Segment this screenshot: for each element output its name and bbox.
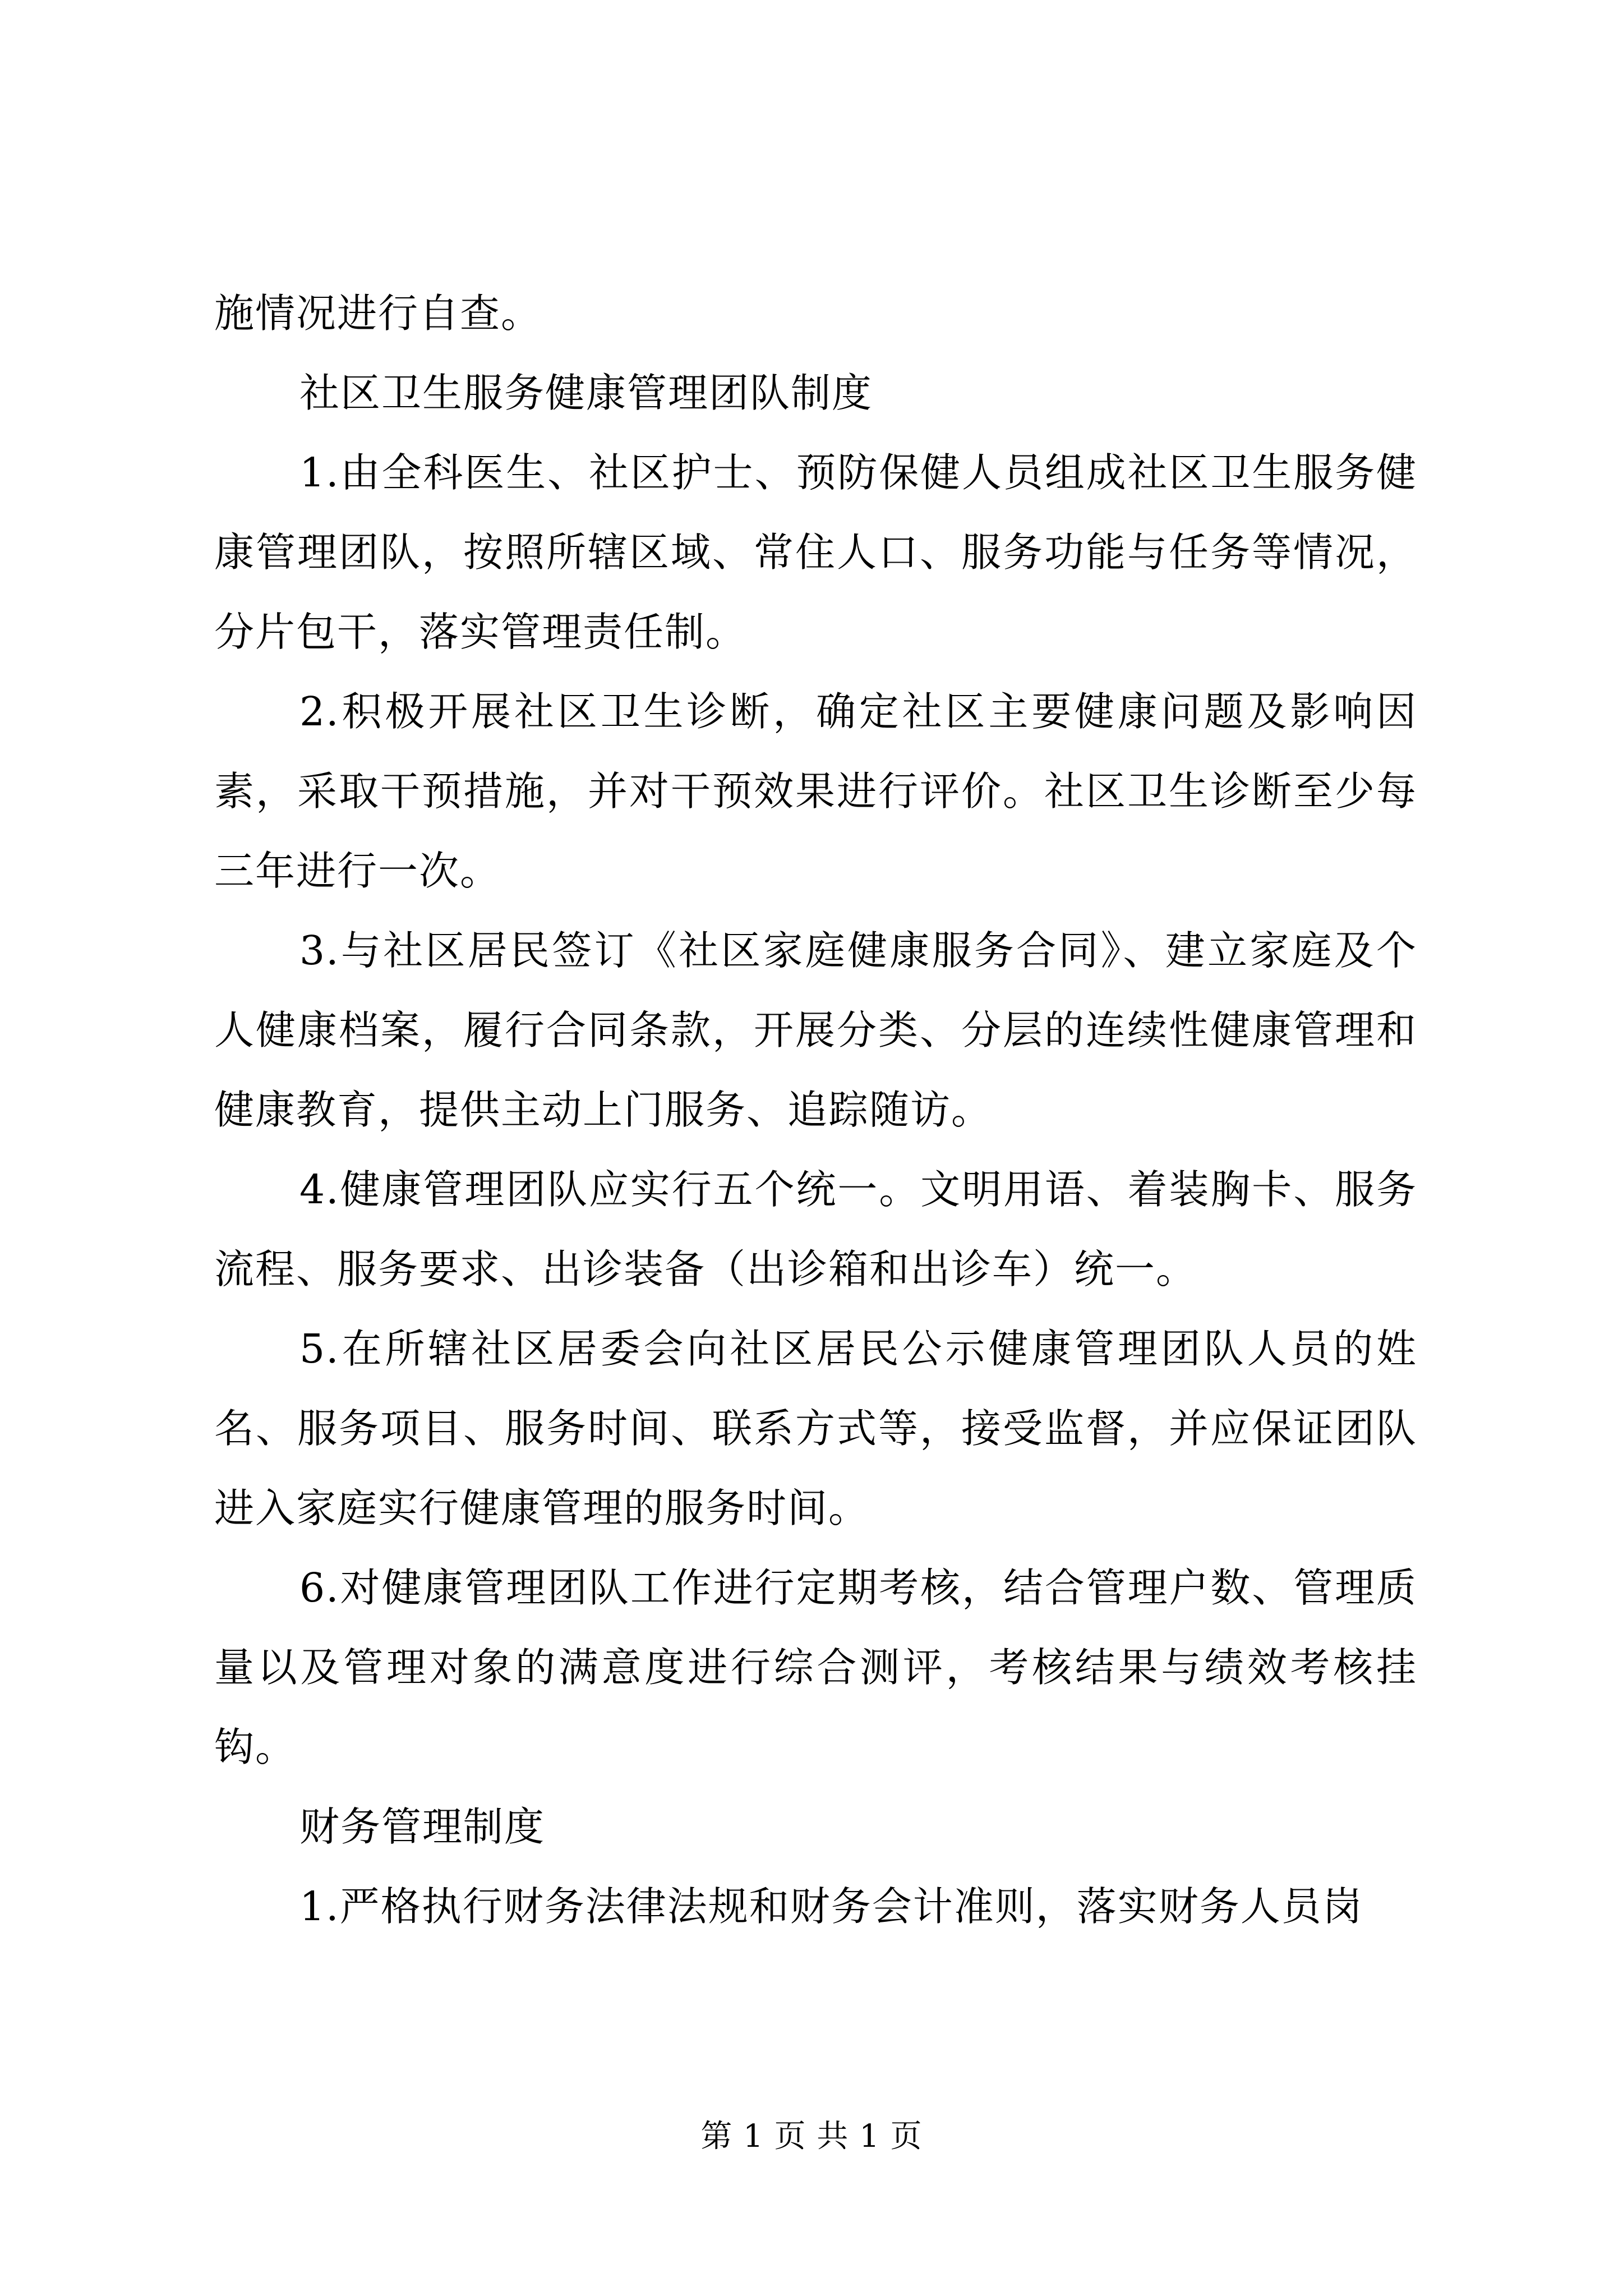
document-body: [214, 274, 1417, 1947]
section-heading-finance: 财务管理制度: [299, 1803, 546, 1850]
paragraph-item-5: 5.在所辖社区居委会向社区居民公示健康管理团队人员的姓名、服务项目、服务时间、联系方式等，接受监督，并应保证团队进入家庭实行健康管理的服务时间。: [214, 1326, 1417, 1531]
paragraph-item-1: 1.由全科医生、社区护士、预防保健人员组成社区卫生服务健康管理团队，按照所辖区域、常住人口、服务功能与任务等情况，分片包干，落实管理责任制。: [214, 449, 1417, 655]
page-footer: 第 1 页 共 1 页: [700, 2118, 923, 2155]
paragraph-continuation: 施情况进行自查。: [214, 290, 542, 337]
section-heading-health-team: 社区卫生服务健康管理团队制度: [299, 370, 873, 416]
paragraph-item-3: 3.与社区居民签订《社区家庭健康服务合同》、建立家庭及个人健康档案，履行合同条款，开展分类、分层的连续性健康管理和健康教育，提供主动上门服务、追踪随访。: [214, 927, 1417, 1133]
paragraph-item-6: 6.对健康管理团队工作进行定期考核，结合管理户数、管理质量以及管理对象的满意度进行综合测评，考核结果与绩效考核挂钩。: [214, 1565, 1417, 1770]
paragraph-finance-item-1: 1.严格执行财务法律法规和财务会计准则，落实财务人员岗: [299, 1883, 1363, 1930]
paragraph-item-4: 4.健康管理团队应实行五个统一。文明用语、着装胸卡、服务流程、服务要求、出诊装备（出诊箱和出诊车）统一。: [214, 1166, 1417, 1292]
paragraph-item-2: 2.积极开展社区卫生诊断，确定社区主要健康问题及影响因素，采取干预措施，并对干预效果进行评价。社区卫生诊断至少每三年进行一次。: [214, 688, 1417, 894]
